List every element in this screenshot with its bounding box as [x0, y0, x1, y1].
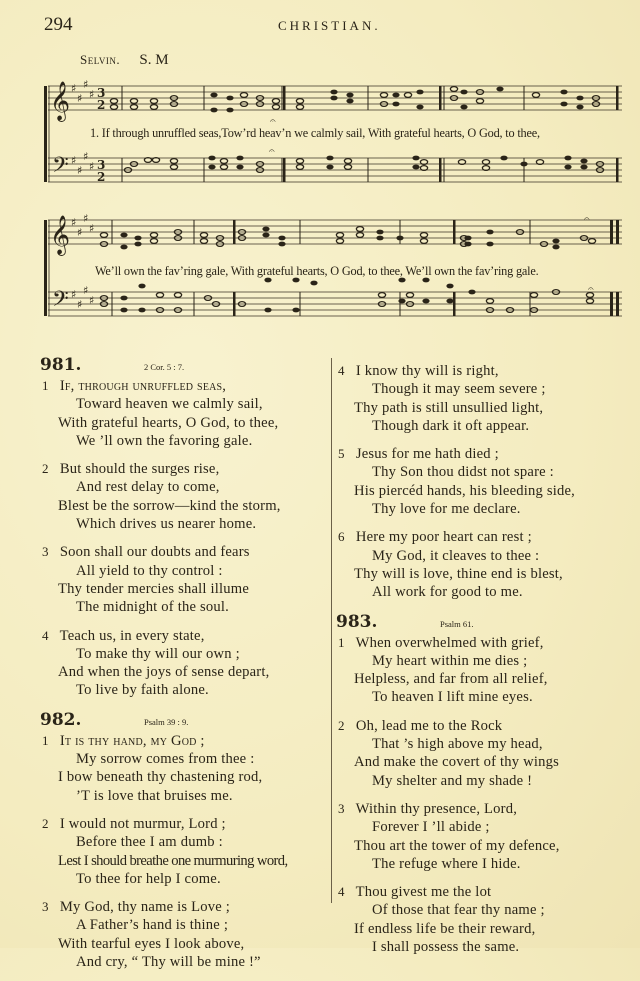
stanza-line: The refuge where I hide.	[372, 855, 521, 872]
stanza	[40, 627, 320, 700]
stanza-line: Blest be the sorrow—kind the storm,	[58, 497, 281, 514]
stanza-line: That ’s high above my head,	[372, 736, 543, 753]
stanza-line: Though dark it oft appear.	[372, 417, 530, 434]
stanza-line: If endless life be their reward,	[354, 920, 536, 937]
hymn-number: 982.	[40, 709, 82, 730]
stanza-number: 2	[42, 461, 49, 477]
running-head: CHRISTIAN.	[278, 18, 381, 33]
stanza-number: 1	[42, 378, 49, 393]
stanza-line: If, through unruffled seas,	[59, 378, 227, 394]
scripture-reference: Psalm 61.	[440, 618, 474, 629]
scripture-reference: 2 Cor. 5 : 7.	[144, 362, 185, 372]
tune-title	[80, 52, 169, 69]
stanza-number: 1	[42, 732, 49, 748]
hymn-number: 983.	[336, 611, 378, 632]
stanza-line: Thy path is still unsullied light,	[354, 399, 544, 416]
stanza-line: To make thy will our own ;	[76, 645, 240, 662]
stanza-line: His piercéd hands, his bleeding side,	[354, 482, 575, 499]
stanza-line: All yield to thy control :	[76, 562, 223, 579]
stanza-number: 5	[338, 446, 345, 462]
stanza-line: Thou art the tower of my defence,	[354, 837, 560, 854]
stanza-line: With grateful hearts, O God, to thee,	[58, 414, 279, 431]
stanza-line: Helpless, and far from all relief,	[354, 671, 548, 688]
stanza-line: My God, thy name is Love ;	[59, 899, 231, 916]
svg-text:♯: ♯	[71, 82, 77, 95]
stanza-line: I would not murmur, Lord ;	[59, 815, 226, 832]
svg-text:2: 2	[97, 170, 106, 184]
stanza	[40, 815, 320, 888]
stanza-line: Though it may seem severe ;	[372, 381, 546, 398]
tune-name: Selvin.	[80, 52, 121, 67]
stanza-number: 4	[42, 627, 49, 643]
hymn-number: 981.	[40, 355, 82, 375]
stanza-number: 3	[338, 800, 345, 816]
page-number: 294	[44, 14, 73, 35]
svg-text:♯: ♯	[71, 288, 77, 301]
svg-text:♯: ♯	[89, 88, 95, 101]
stanza-line: Toward heaven we calmly sail,	[76, 396, 263, 413]
stanza	[336, 800, 636, 873]
stanza-line: I bow beneath thy chastening rod,	[58, 769, 263, 786]
stanza-line: To heaven I lift mine eyes.	[372, 689, 533, 706]
stanza-line: My heart within me dies ;	[372, 652, 528, 669]
stanza-line: All work for good to me.	[372, 584, 523, 601]
stanza-line: ’T is love that bruises me.	[76, 787, 233, 804]
stanza	[40, 377, 320, 450]
stanza-line: My sorrow comes from thee :	[76, 751, 255, 768]
svg-text:♯: ♯	[83, 150, 89, 163]
stanza-line: Here my poor heart can rest ;	[355, 529, 532, 546]
column-divider	[331, 358, 332, 903]
stanza-line: When overwhelmed with grief,	[355, 634, 544, 651]
stanza-line: Thou givest me the lot	[355, 884, 492, 901]
svg-text:♯: ♯	[83, 212, 89, 225]
stanza-line: Before thee I am dumb :	[76, 834, 223, 851]
stanza-number: 3	[42, 899, 49, 915]
stanza-number: 3	[42, 544, 49, 560]
stanza	[336, 883, 636, 956]
svg-text:♯: ♯	[89, 294, 95, 307]
stanza-line: Lest I should breathe one murmuring word,	[58, 852, 288, 869]
stanza-line: Thy love for me declare.	[372, 501, 521, 518]
tune-meter: S. M	[139, 52, 169, 68]
stanza-number: 2	[42, 815, 49, 831]
score-lyrics-system-1: 1. If through unruffled seas,Tow’rd heav’n we calmly sail, With grateful hearts, O God, to thee,	[90, 126, 540, 140]
stanza-line: And when the joys of sense depart,	[58, 664, 270, 681]
stanza-number: 4	[338, 884, 345, 900]
stanza-number: 2	[338, 717, 345, 733]
stanza	[40, 898, 320, 971]
stanza-line: But should the surges rise,	[59, 461, 220, 478]
svg-text:♯: ♯	[77, 226, 83, 239]
stanza-line: Oh, lead me to the Rock	[355, 717, 503, 734]
stanza-line: My God, it cleaves to thee :	[372, 547, 540, 564]
stanza	[336, 362, 636, 435]
svg-text:𝄐: 𝄐	[269, 146, 275, 157]
stanza	[40, 732, 320, 805]
stanza-line: Which drives us nearer home.	[76, 516, 257, 533]
svg-text:♯: ♯	[89, 222, 95, 235]
stanza-line: Teach us, in every state,	[59, 627, 205, 644]
stanza-line: My shelter and my shade !	[372, 772, 533, 789]
stanza	[336, 528, 636, 601]
stanza-line: The midnight of the soul.	[76, 599, 229, 616]
hymn-982-continued	[336, 362, 636, 602]
hymn-981	[40, 355, 320, 700]
stanza-line: With tearful eyes I look above,	[58, 935, 245, 952]
stanza-line: Of those that fear thy name ;	[372, 902, 545, 919]
right-column	[336, 362, 636, 966]
stanza-line: Soon shall our doubts and fears	[59, 544, 250, 561]
svg-text:2: 2	[97, 98, 106, 112]
stanza	[336, 445, 636, 518]
stanza-number: 1	[338, 634, 345, 650]
stanza-line: Within thy presence, Lord,	[355, 800, 518, 817]
stanza-line: To live by faith alone.	[76, 682, 209, 699]
stanza-line: Thy tender mercies shall illume	[58, 580, 249, 597]
svg-text:♯: ♯	[71, 216, 77, 229]
svg-text:♯: ♯	[71, 154, 77, 167]
stanza-number: 4	[338, 363, 345, 378]
stanza	[336, 717, 636, 790]
svg-text:𝄐: 𝄐	[584, 214, 590, 225]
hymn-983	[336, 612, 636, 957]
stanza-line: To thee for help I come.	[76, 870, 221, 887]
stanza-line: I shall possess the same.	[372, 939, 520, 956]
stanza	[336, 634, 636, 707]
svg-text:𝄐: 𝄐	[270, 116, 276, 127]
score-lyrics-system-2: We’ll own the fav’ring gale, With grateful hearts, O God, to thee, We’ll own the fav’ring gale.	[95, 264, 539, 278]
stanza-line: Jesus for me hath died ;	[355, 446, 499, 463]
svg-text:♯: ♯	[83, 284, 89, 297]
stanza-line: Thy Son thou didst not spare :	[372, 464, 554, 481]
svg-text:𝄞: 𝄞	[50, 81, 71, 121]
stanza-number: 6	[338, 529, 345, 545]
stanza-line: Thy will is love, thine end is blest,	[354, 565, 563, 582]
left-column	[40, 355, 320, 981]
svg-text:𝄢: 𝄢	[52, 153, 69, 183]
stanza-line: And cry, “ Thy will be mine !”	[76, 954, 261, 971]
svg-text:♯: ♯	[77, 164, 83, 177]
stanza-line: A Father’s hand is thine ;	[76, 917, 229, 934]
stanza-line: Forever I ’ll abide ;	[372, 819, 490, 836]
svg-text:♯: ♯	[83, 78, 89, 91]
svg-text:♯: ♯	[77, 92, 83, 105]
svg-text:𝄢: 𝄢	[52, 287, 69, 317]
svg-text:𝄞: 𝄞	[50, 215, 71, 255]
stanza-line: And rest delay to come,	[76, 479, 220, 496]
hymn-982	[40, 710, 320, 972]
stanza-line: And make the covert of thy wings	[354, 754, 559, 771]
svg-text:♯: ♯	[89, 160, 95, 173]
svg-text:3: 3	[97, 158, 106, 172]
svg-text:♯: ♯	[77, 298, 83, 311]
scripture-reference: Psalm 39 : 9.	[144, 716, 189, 727]
stanza-line: It is thy hand, my God ;	[59, 732, 205, 749]
svg-text:3: 3	[97, 86, 106, 100]
svg-text:𝄐: 𝄐	[588, 284, 594, 295]
stanza-line: We ’ll own the favoring gale.	[76, 432, 253, 449]
stanza	[40, 460, 320, 533]
stanza-line: I know thy will is right,	[355, 363, 499, 379]
stanza	[40, 543, 320, 616]
